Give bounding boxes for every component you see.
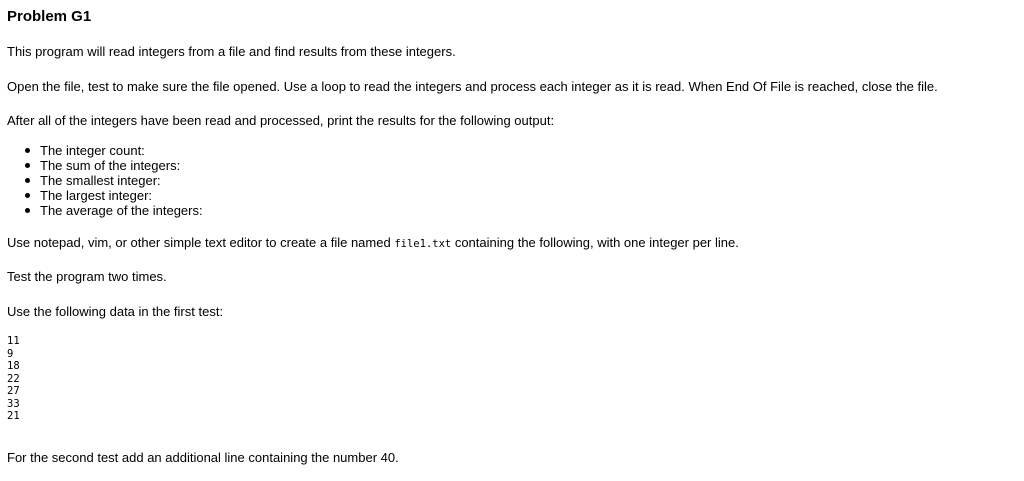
list-item	[25, 143, 203, 158]
list-item-label: The smallest integer:	[40, 173, 161, 188]
data-line: 18	[7, 360, 20, 372]
data-line: 27	[7, 385, 20, 397]
page-title: Problem G1	[7, 8, 92, 25]
list-item	[25, 203, 203, 218]
bullet-icon	[25, 193, 30, 198]
output-intro-paragraph: After all of the integers have been read and processed, print the results for the following output:	[7, 113, 555, 128]
intro-paragraph: This program will read integers from a file and find results from these integers.	[7, 44, 456, 59]
editor-text-after: containing the following, with one integer per line.	[451, 235, 739, 250]
data-line: 11	[7, 335, 20, 347]
list-item-label: The average of the integers:	[40, 203, 203, 218]
bullet-icon	[25, 178, 30, 183]
output-items-list	[25, 143, 203, 218]
list-item	[25, 188, 203, 203]
data-line: 33	[7, 397, 20, 410]
second-test-paragraph: For the second test add an additional line containing the number 40.	[7, 450, 399, 465]
filename-code: file1.txt	[394, 238, 452, 250]
bullet-icon	[25, 148, 30, 153]
first-test-paragraph: Use the following data in the first test:	[7, 304, 224, 319]
list-item	[25, 173, 203, 188]
bullet-icon	[25, 163, 30, 168]
data-line: 22	[7, 372, 20, 385]
test-count-paragraph: Test the program two times.	[7, 269, 167, 284]
editor-paragraph	[7, 235, 739, 252]
bullet-icon	[25, 208, 30, 213]
first-test-data-block	[7, 335, 20, 423]
instructions-paragraph: Open the file, test to make sure the file opened. Use a loop to read the integers and process each integer as it is read. When End Of File is reached, close the file.	[7, 79, 938, 94]
data-line: 21	[7, 410, 20, 422]
list-item	[25, 158, 203, 173]
data-line: 9	[7, 347, 14, 360]
list-item-label: The integer count:	[40, 143, 145, 158]
editor-text-before: Use notepad, vim, or other simple text editor to create a file named	[7, 235, 395, 250]
list-item-label: The sum of the integers:	[40, 158, 181, 173]
list-item-label: The largest integer:	[40, 188, 153, 203]
